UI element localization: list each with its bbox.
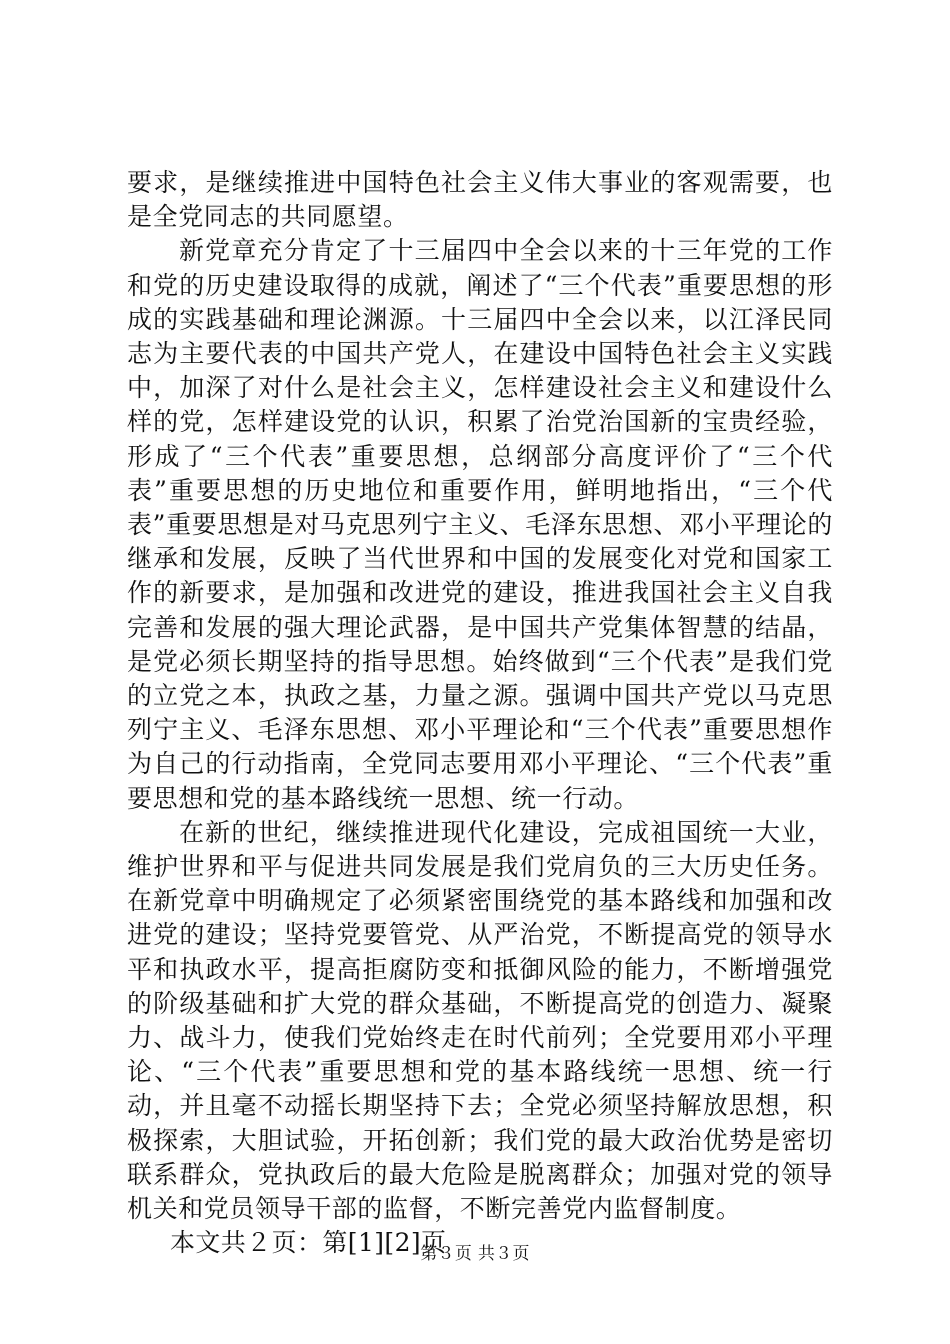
document-body bbox=[127, 166, 833, 1261]
paragraph-new-party-constitution: 新党章充分肯定了十三届四中全会以来的十三年党的工作和党的历史建设取得的成就，阐述了“三个代表”重要思想的形成的实践基础和理论渊源。十三届四中全会以来，以江泽民同志为主要代表的中国共产党人，在建设中国特色社会主义实践中，加深了对什么是社会主义，怎样建设社会主义和建设什么样的党，怎样建设党的认识，积累了治党治国新的宝贵经验，形成了“三个代表”重要思想，总纲部分高度评价了“三个代表”重要思想的历史地位和重要作用，鲜明地指出，“三个代表”重要思想是对马克思列宁主义、毛泽东思想、邓小平理论的继承和发展，反映了当代世界和中国的发展变化对党和国家工作的新要求，是加强和改进党的建设，推进我国社会主义自我完善和发展的强大理论武器，是中国共产党集体智慧的结晶，是党必须长期坚持的指导思想。始终做到“三个代表”是我们党的立党之本，执政之基，力量之源。强调中国共产党以马克思列宁主义、毛泽东思想、邓小平理论和“三个代表”重要思想作为自己的行动指南，全党同志要用邓小平理论、“三个代表”重要思想和党的基本路线统一思想、统一行动。 bbox=[127, 236, 833, 813]
paragraph-new-century-tasks: 在新的世纪，继续推进现代化建设，完成祖国统一大业，维护世界和平与促进共同发展是我们党肩负的三大历史任务。在新党章中明确规定了必须紧密围绕党的基本路线和加强和改进党的建设；坚持党要管党、从严治党，不断提高党的领导水平和执政水平，提高拒腐防变和抵御风险的能力，不断增强党的阶级基础和扩大党的群众基础，不断提高党的创造力、凝聚力、战斗力，使我们党始终走在时代前列；全党要用邓小平理论、“三个代表”重要思想和党的基本路线统一思想、统一行动，并且毫不动摇长期坚持下去；全党必须坚持解放思想，积极探索，大胆试验，开拓创新；我们党的最大政治优势是密切联系群众，党执政后的最大危险是脱离群众；加强对党的领导机关和党员领导干部的监督，不断完善党内监督制度。 bbox=[127, 817, 833, 1224]
pagination-links[interactable]: 本文共２页：第[1][2]页 bbox=[170, 1228, 447, 1258]
page-footer-number: 第３页 共３页 bbox=[420, 1244, 530, 1264]
paragraph-continuation: 要求，是继续推进中国特色社会主义伟大事业的客观需要，也是全党同志的共同愿望。 bbox=[127, 168, 833, 232]
